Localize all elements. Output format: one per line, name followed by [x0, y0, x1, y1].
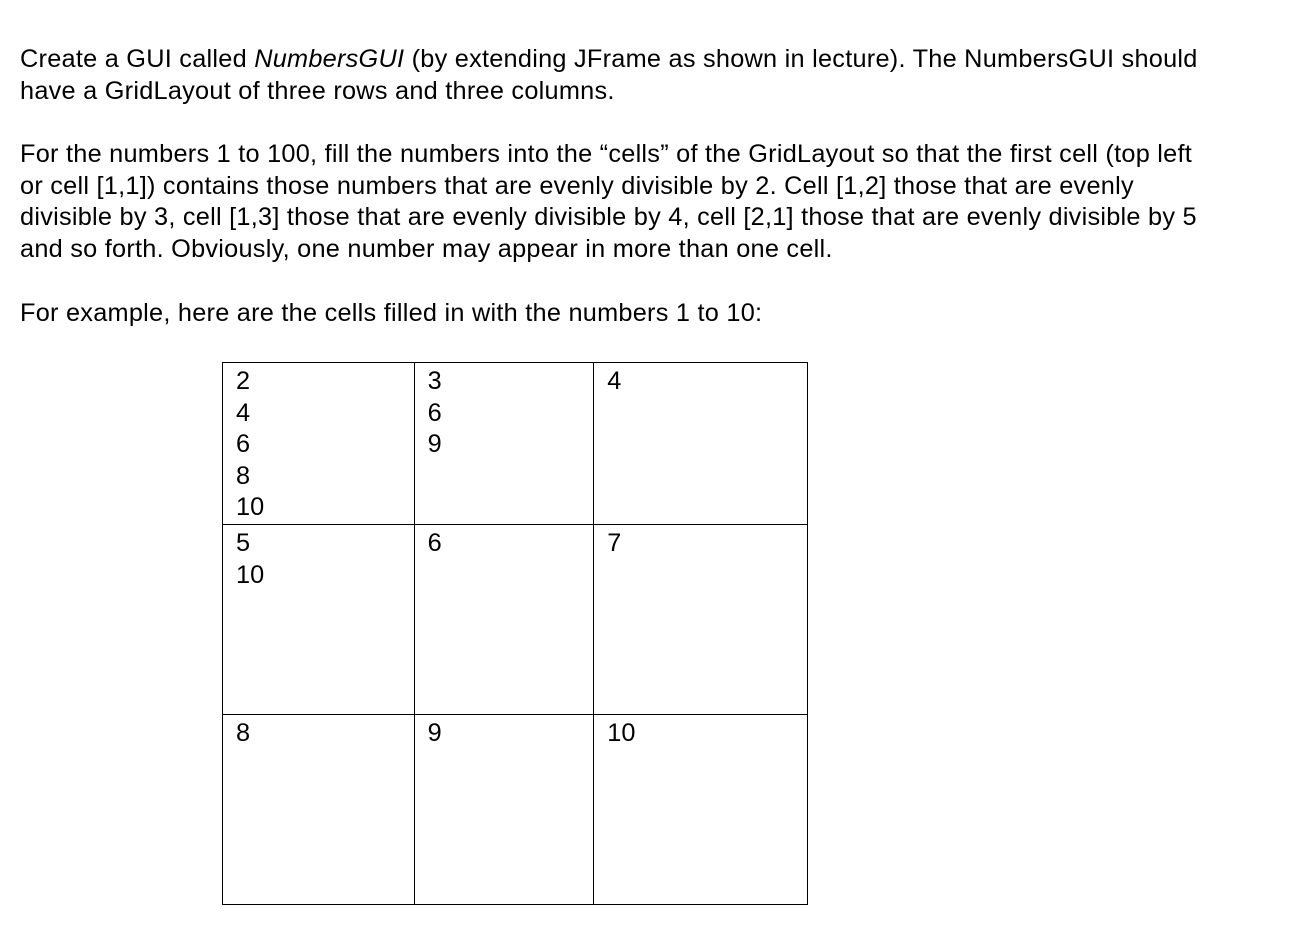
- cell-number-list: [594, 525, 807, 560]
- cell-number: 10: [607, 718, 636, 747]
- instructions-line: and so forth. Obviously, one number may appear in more than one cell.: [20, 234, 833, 263]
- cell-number-list: [415, 715, 594, 750]
- document-body: [20, 44, 1285, 329]
- cell-number: 6: [427, 528, 442, 557]
- intro-line-1: [20, 44, 1285, 76]
- cell-number-list: [415, 525, 594, 560]
- grid-row: [223, 524, 808, 714]
- cell-number: 3: [427, 367, 442, 395]
- cell-number: 9: [427, 718, 442, 747]
- cell-number-list: [415, 363, 594, 461]
- intro-line-1-start: Create a GUI called: [20, 45, 255, 73]
- intro-line-1-end: (by extending JFrame as shown in lecture). The NumbersGUI should: [404, 45, 1198, 73]
- instructions-line: or cell [1,1]) contains those numbers that are evenly divisible by 2. Cell [1,2] those that are evenly: [20, 171, 1134, 200]
- cell-number: 9: [427, 430, 442, 459]
- intro-paragraph: [20, 44, 1285, 107]
- cell-number: 4: [607, 367, 622, 395]
- grid-row: [223, 714, 808, 904]
- grid-cell-1-3: [594, 363, 808, 525]
- cell-number-list: [223, 363, 414, 524]
- instructions-line: divisible by 3, cell [1,3] those that are evenly divisible by 4, cell [2,1] those that are evenly divisible by 5: [20, 203, 1197, 232]
- example-line: For example, here are the cells filled in with the numbers 1 to 10:: [20, 298, 763, 327]
- grid-cell-3-1: [223, 714, 415, 904]
- example-paragraph: [20, 298, 1285, 330]
- instructions-paragraph: [20, 139, 1285, 265]
- grid-cell-2-1: [223, 524, 415, 714]
- grid-cell-1-1: [223, 363, 415, 525]
- cell-number: 10: [236, 493, 265, 522]
- cell-number-list: [594, 715, 807, 750]
- cell-number: 10: [236, 560, 265, 589]
- grid-cell-3-2: [414, 714, 594, 904]
- cell-number-list: [594, 363, 807, 398]
- grid-cell-1-2: [414, 363, 594, 525]
- cell-number: 5: [236, 528, 251, 557]
- intro-line-2: have a GridLayout of three rows and three columns.: [20, 76, 615, 105]
- grid-cell-3-3: [594, 714, 808, 904]
- cell-number-list: [223, 715, 414, 750]
- instructions-line: For the numbers 1 to 100, fill the numbers into the “cells” of the GridLayout so that the first cell (top left: [20, 140, 1193, 169]
- example-grid-table: [222, 362, 808, 905]
- grid-cell-2-2: [414, 524, 594, 714]
- cell-number: 8: [236, 718, 251, 747]
- cell-number: 2: [236, 367, 251, 395]
- cell-number: 6: [236, 430, 251, 459]
- class-name-italic: NumbersGUI: [254, 45, 405, 73]
- grid-row: [223, 363, 808, 525]
- cell-number: 4: [236, 398, 251, 427]
- cell-number: 6: [427, 398, 442, 427]
- grid-cell-2-3: [594, 524, 808, 714]
- cell-number-list: [223, 525, 414, 591]
- cell-number: 7: [607, 528, 622, 557]
- cell-number: 8: [236, 461, 251, 490]
